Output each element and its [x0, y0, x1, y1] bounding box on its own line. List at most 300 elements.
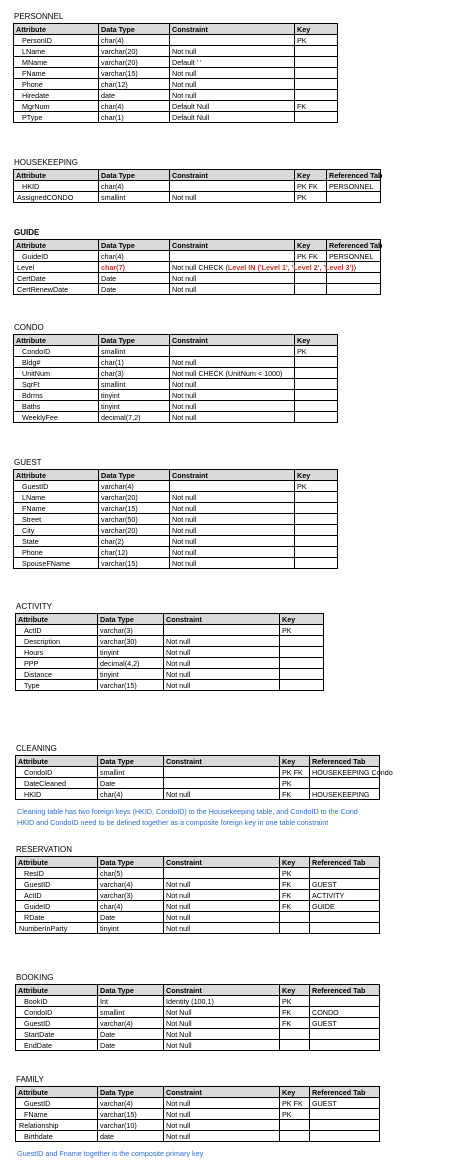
constraint-cell	[170, 251, 295, 262]
referenced-table-cell: ACTIVITY	[310, 890, 380, 901]
key-cell	[295, 68, 338, 79]
data-type-cell: Date	[98, 912, 164, 923]
constraint-cell: Not null	[164, 1131, 280, 1142]
column-header: Referenced Tab	[310, 756, 380, 767]
data-type-cell: decimal(4,2)	[98, 658, 164, 669]
data-type-cell: tinyint	[99, 401, 170, 412]
data-type-cell: char(4)	[99, 251, 170, 262]
data-type-cell: char(4)	[98, 789, 164, 800]
attribute-cell: Phone	[14, 79, 99, 90]
table-row	[14, 68, 338, 79]
attribute-cell: CertDate	[14, 273, 99, 284]
attribute-cell: CondoID	[16, 767, 98, 778]
constraint-cell	[164, 778, 280, 789]
booking-table	[15, 984, 380, 1051]
constraint-cell: Default Null	[170, 112, 295, 123]
constraint-cell	[170, 481, 295, 492]
data-type-cell: varchar(4)	[98, 1018, 164, 1029]
constraint-cell: Not null	[170, 379, 295, 390]
key-cell	[280, 647, 324, 658]
key-cell	[295, 536, 338, 547]
data-type-cell: Date	[98, 1029, 164, 1040]
table-row	[14, 412, 338, 423]
referenced-table-cell	[310, 1029, 380, 1040]
housekeeping-table-title: HOUSEKEEPING	[14, 158, 79, 167]
data-type-cell: varchar(20)	[99, 46, 170, 57]
constraint-cell: Not null	[164, 647, 280, 658]
column-header: Referenced Tab	[310, 985, 380, 996]
attribute-cell: Type	[16, 680, 98, 691]
reservation-table-title: RESERVATION	[16, 845, 73, 854]
column-header: Referenced Tab	[310, 857, 380, 868]
table-row	[14, 46, 338, 57]
column-header: Key	[295, 240, 327, 251]
referenced-table-cell	[310, 868, 380, 879]
constraint-cell: Not Null	[164, 1029, 280, 1040]
guide-table-title: GUIDE	[14, 228, 40, 237]
key-cell	[295, 503, 338, 514]
column-header: Data Type	[99, 170, 170, 181]
table-row	[14, 346, 338, 357]
key-cell: PK	[280, 1109, 310, 1120]
table-row	[16, 1040, 380, 1051]
constraint-cell: Not null CHECK (UnitNum < 1000)	[170, 368, 295, 379]
referenced-table-cell	[310, 1120, 380, 1131]
column-header: Constraint	[170, 170, 295, 181]
constraint-cell: Not null	[170, 192, 295, 203]
table-row	[16, 1109, 380, 1120]
attribute-cell: PersonID	[14, 35, 99, 46]
attribute-cell: LName	[14, 46, 99, 57]
table-row	[14, 112, 338, 123]
table-row	[16, 789, 380, 800]
data-type-cell: Date	[98, 778, 164, 789]
table-row	[16, 625, 324, 636]
constraint-cell	[170, 35, 295, 46]
data-type-cell: smallint	[98, 767, 164, 778]
column-header: Referenced Tab	[327, 170, 381, 181]
attribute-cell: AssignedCONDO	[14, 192, 99, 203]
referenced-table-cell	[310, 1109, 380, 1120]
guide-table	[13, 239, 381, 295]
attribute-cell: State	[14, 536, 99, 547]
column-header: Key	[280, 985, 310, 996]
constraint-cell: Not null	[170, 390, 295, 401]
table-row	[14, 273, 381, 284]
table-row	[14, 492, 338, 503]
attribute-cell: MName	[14, 57, 99, 68]
attribute-cell: GuestID	[16, 879, 98, 890]
constraint-cell: Not null	[164, 680, 280, 691]
table-row	[16, 890, 380, 901]
data-type-cell: varchar(4)	[99, 481, 170, 492]
data-type-cell: char(4)	[99, 101, 170, 112]
data-type-cell: varchar(3)	[98, 625, 164, 636]
constraint-cell: Not null	[170, 492, 295, 503]
data-type-cell: varchar(15)	[99, 68, 170, 79]
attribute-cell: StartDate	[16, 1029, 98, 1040]
key-cell: PK	[295, 192, 327, 203]
referenced-table-cell	[310, 1040, 380, 1051]
column-header: Key	[295, 470, 338, 481]
column-header: Constraint	[164, 614, 280, 625]
key-cell	[295, 379, 338, 390]
data-type-cell: varchar(10)	[98, 1120, 164, 1131]
attribute-cell: FName	[16, 1109, 98, 1120]
constraint-cell: Not null	[164, 912, 280, 923]
column-header: Referenced Tab	[327, 240, 381, 251]
constraint-cell: Not null	[170, 68, 295, 79]
constraint-cell: Not null	[170, 90, 295, 101]
key-cell	[295, 547, 338, 558]
booking-table-title: BOOKING	[16, 973, 54, 982]
column-header: Data Type	[99, 240, 170, 251]
constraint-cell: Not null	[170, 79, 295, 90]
constraint-cell: Identity (100,1)	[164, 996, 280, 1007]
column-header: Attribute	[14, 470, 99, 481]
cleaning-table	[15, 755, 393, 800]
attribute-cell: CondoID	[16, 1007, 98, 1018]
referenced-table-cell: HOUSEKEEPING Condo	[310, 767, 380, 778]
key-cell: FK	[280, 879, 310, 890]
column-header: Constraint	[164, 756, 280, 767]
attribute-cell: FName	[14, 68, 99, 79]
attribute-cell: LName	[14, 492, 99, 503]
key-cell	[280, 658, 324, 669]
table-row	[14, 251, 381, 262]
constraint-cell: Not null	[164, 636, 280, 647]
key-cell	[295, 558, 338, 569]
table-row	[14, 35, 338, 46]
key-cell: PK	[295, 35, 338, 46]
activity-table	[15, 613, 324, 691]
key-cell	[295, 514, 338, 525]
key-cell: FK	[280, 901, 310, 912]
referenced-table-cell: CONDO	[310, 1007, 380, 1018]
attribute-cell: CondoID	[14, 346, 99, 357]
header-row	[14, 470, 338, 481]
table-row	[14, 192, 381, 203]
attribute-cell: SpouseFName	[14, 558, 99, 569]
referenced-table-cell: PERSONNEL	[327, 181, 381, 192]
table-row	[16, 1098, 380, 1109]
guest-table-title: GUEST	[14, 458, 42, 467]
key-cell	[280, 1040, 310, 1051]
referenced-table-cell	[327, 284, 381, 295]
constraint-cell: Not null	[164, 923, 280, 934]
data-type-cell: smallint	[99, 346, 170, 357]
key-cell	[280, 1029, 310, 1040]
table-row	[16, 912, 380, 923]
constraint-cell: Not null	[170, 514, 295, 525]
attribute-cell: ResID	[16, 868, 98, 879]
header-row	[14, 240, 381, 251]
referenced-table-cell	[327, 273, 381, 284]
attribute-cell: NumberInParty	[16, 923, 98, 934]
data-type-cell: char(1)	[99, 112, 170, 123]
constraint-cell: Not null CHECK (Level IN ('Level 1', 'Level 2', 'Level 3'))	[170, 262, 295, 273]
attribute-cell: Hiredate	[14, 90, 99, 101]
family-note: GuestID and Fname together is the composite primary key	[17, 1149, 204, 1158]
data-type-cell: tinyint	[98, 923, 164, 934]
table-row	[16, 879, 380, 890]
table-row	[14, 547, 338, 558]
table-row	[14, 368, 338, 379]
table-row	[14, 558, 338, 569]
column-header: Constraint	[170, 240, 295, 251]
column-header: Referenced Tab	[310, 1087, 380, 1098]
attribute-cell: Phone	[14, 547, 99, 558]
table-row	[16, 1029, 380, 1040]
attribute-cell: Baths	[14, 401, 99, 412]
attribute-cell: BookID	[16, 996, 98, 1007]
constraint-cell: Not null	[170, 273, 295, 284]
referenced-table-cell: GUEST	[310, 1098, 380, 1109]
key-cell: PK	[280, 778, 310, 789]
column-header: Data Type	[98, 614, 164, 625]
table-row	[14, 101, 338, 112]
key-cell	[295, 79, 338, 90]
key-cell: PK	[295, 481, 338, 492]
column-header: Key	[280, 756, 310, 767]
constraint-cell: Not null	[164, 669, 280, 680]
data-type-cell: char(1)	[99, 357, 170, 368]
column-header: Data Type	[98, 1087, 164, 1098]
table-row	[16, 1007, 380, 1018]
table-row	[16, 669, 324, 680]
personnel-table	[13, 23, 338, 123]
constraint-cell	[164, 625, 280, 636]
key-cell: PK	[280, 625, 324, 636]
header-row	[16, 614, 324, 625]
key-cell	[280, 912, 310, 923]
attribute-cell: Bdrms	[14, 390, 99, 401]
attribute-cell: SqrFt	[14, 379, 99, 390]
column-header: Attribute	[16, 857, 98, 868]
table-row	[14, 525, 338, 536]
table-row	[14, 262, 381, 273]
family-table-title: FAMILY	[16, 1075, 44, 1084]
data-type-cell: varchar(4)	[98, 1098, 164, 1109]
table-row	[16, 901, 380, 912]
attribute-cell: GuideID	[16, 901, 98, 912]
data-type-cell: varchar(3)	[98, 890, 164, 901]
attribute-cell: ActID	[16, 625, 98, 636]
table-row	[14, 57, 338, 68]
column-header: Attribute	[16, 985, 98, 996]
key-cell	[280, 669, 324, 680]
data-type-cell: decimal(7,2)	[99, 412, 170, 423]
constraint-cell: Not null	[170, 503, 295, 514]
data-type-cell: char(12)	[99, 79, 170, 90]
constraint-cell	[164, 868, 280, 879]
attribute-cell: DateCleaned	[16, 778, 98, 789]
referenced-table-cell: HOUSEKEEPING	[310, 789, 380, 800]
column-header: Constraint	[170, 24, 295, 35]
key-cell	[295, 357, 338, 368]
table-row	[16, 680, 324, 691]
attribute-cell: GuideID	[14, 251, 99, 262]
attribute-cell: PPP	[16, 658, 98, 669]
cleaning-note-line-1: Cleaning table has two foreign keys (HKID, CondoID) to the Housekeeping table, and CondoID to the Cond	[17, 807, 358, 816]
constraint-cell: Not null	[170, 412, 295, 423]
constraint-cell	[164, 767, 280, 778]
constraint-cell: Not null	[164, 890, 280, 901]
column-header: Data Type	[98, 756, 164, 767]
data-type-cell: varchar(50)	[99, 514, 170, 525]
attribute-cell: FName	[14, 503, 99, 514]
constraint-cell: Not Null	[164, 1040, 280, 1051]
housekeeping-table	[13, 169, 381, 203]
table-row	[14, 357, 338, 368]
constraint-cell	[170, 346, 295, 357]
attribute-cell: PType	[14, 112, 99, 123]
table-row	[14, 503, 338, 514]
column-header: Data Type	[99, 24, 170, 35]
constraint-cell: Not null	[164, 901, 280, 912]
key-cell	[280, 1131, 310, 1142]
table-row	[16, 923, 380, 934]
reservation-table	[15, 856, 380, 934]
column-header: Constraint	[170, 470, 295, 481]
column-header: Constraint	[164, 857, 280, 868]
constraint-cell: Not null	[164, 658, 280, 669]
attribute-cell: Bldg#	[14, 357, 99, 368]
column-header: Constraint	[164, 985, 280, 996]
data-type-cell: smallint	[98, 1007, 164, 1018]
table-row	[16, 996, 380, 1007]
constraint-cell: Not null	[170, 547, 295, 558]
table-row	[16, 868, 380, 879]
key-cell	[280, 923, 310, 934]
cleaning-note-line-2: HKID and CondoID need to be defined together as a composite foreign key in one table constraint	[17, 818, 329, 827]
key-cell: PK FK	[280, 1098, 310, 1109]
column-header: Attribute	[14, 170, 99, 181]
key-cell	[280, 1120, 310, 1131]
data-type-cell: char(4)	[98, 901, 164, 912]
table-row	[16, 647, 324, 658]
cleaning-table-title: CLEANING	[16, 744, 57, 753]
referenced-table-cell	[327, 192, 381, 203]
data-type-cell: varchar(15)	[99, 558, 170, 569]
key-cell	[295, 525, 338, 536]
attribute-cell: GuestID	[16, 1098, 98, 1109]
attribute-cell: City	[14, 525, 99, 536]
personnel-table-title: PERSONNEL	[14, 12, 64, 21]
data-type-cell: varchar(20)	[99, 525, 170, 536]
key-cell	[295, 401, 338, 412]
attribute-cell: RDate	[16, 912, 98, 923]
data-type-cell: smallint	[99, 379, 170, 390]
data-type-cell: char(4)	[99, 181, 170, 192]
data-type-cell: varchar(15)	[99, 503, 170, 514]
column-header: Key	[280, 1087, 310, 1098]
key-cell: FK	[280, 1018, 310, 1029]
data-type-cell: Date	[99, 273, 170, 284]
table-row	[14, 536, 338, 547]
key-cell	[280, 680, 324, 691]
table-row	[14, 390, 338, 401]
data-type-cell: varchar(15)	[98, 680, 164, 691]
table-row	[16, 767, 380, 778]
constraint-cell: Not null	[164, 1120, 280, 1131]
table-row	[16, 1131, 380, 1142]
attribute-cell: Hours	[16, 647, 98, 658]
constraint-cell: Not Null	[164, 1018, 280, 1029]
key-cell	[295, 284, 327, 295]
column-header: Attribute	[16, 614, 98, 625]
column-header: Data Type	[98, 857, 164, 868]
attribute-cell: Relationship	[16, 1120, 98, 1131]
table-row	[16, 1018, 380, 1029]
data-type-cell: tinyint	[99, 390, 170, 401]
referenced-table-cell	[310, 778, 380, 789]
constraint-cell: Not null	[170, 401, 295, 412]
header-row	[14, 170, 381, 181]
highlighted-constraint-text: Level IN ('Level 1', 'Level 2', 'Level 3')	[227, 262, 354, 272]
condo-table	[13, 334, 338, 423]
key-cell	[280, 636, 324, 647]
attribute-cell: UnitNum	[14, 368, 99, 379]
attribute-cell: Description	[16, 636, 98, 647]
table-row	[14, 481, 338, 492]
constraint-cell: Not null	[170, 558, 295, 569]
constraint-cell: Not null	[170, 284, 295, 295]
attribute-cell: GuestID	[14, 481, 99, 492]
column-header: Data Type	[99, 335, 170, 346]
key-cell: PK	[280, 868, 310, 879]
table-row	[16, 778, 380, 789]
constraint-cell: Not null	[170, 357, 295, 368]
column-header: Attribute	[14, 240, 99, 251]
key-cell	[295, 46, 338, 57]
constraint-cell: Not null	[170, 525, 295, 536]
data-type-cell: smallint	[99, 192, 170, 203]
key-cell	[295, 390, 338, 401]
data-type-cell: varchar(4)	[98, 879, 164, 890]
constraint-cell: Not Null	[164, 1007, 280, 1018]
referenced-table-cell: GUEST	[310, 1018, 380, 1029]
column-header: Data Type	[99, 470, 170, 481]
header-row	[16, 756, 380, 767]
column-header: Key	[295, 335, 338, 346]
table-row	[16, 1120, 380, 1131]
table-row	[14, 401, 338, 412]
constraint-cell: Not null	[164, 789, 280, 800]
column-header: Attribute	[16, 1087, 98, 1098]
condo-table-title: CONDO	[14, 323, 44, 332]
attribute-cell: MgrNum	[14, 101, 99, 112]
key-cell	[295, 412, 338, 423]
key-cell: PK	[295, 346, 338, 357]
attribute-cell: Level	[14, 262, 99, 273]
attribute-cell: Street	[14, 514, 99, 525]
data-type-cell: Date	[99, 284, 170, 295]
constraint-cell	[170, 181, 295, 192]
column-header: Attribute	[14, 335, 99, 346]
column-header: Key	[295, 170, 327, 181]
attribute-cell: Birthdate	[16, 1131, 98, 1142]
column-header: Attribute	[16, 756, 98, 767]
header-row	[16, 1087, 380, 1098]
column-header: Key	[280, 614, 324, 625]
key-cell	[295, 273, 327, 284]
attribute-cell: HKID	[16, 789, 98, 800]
constraint-cell: Not null	[164, 879, 280, 890]
table-row	[14, 181, 381, 192]
constraint-cell: Not null	[170, 536, 295, 547]
key-cell	[295, 112, 338, 123]
